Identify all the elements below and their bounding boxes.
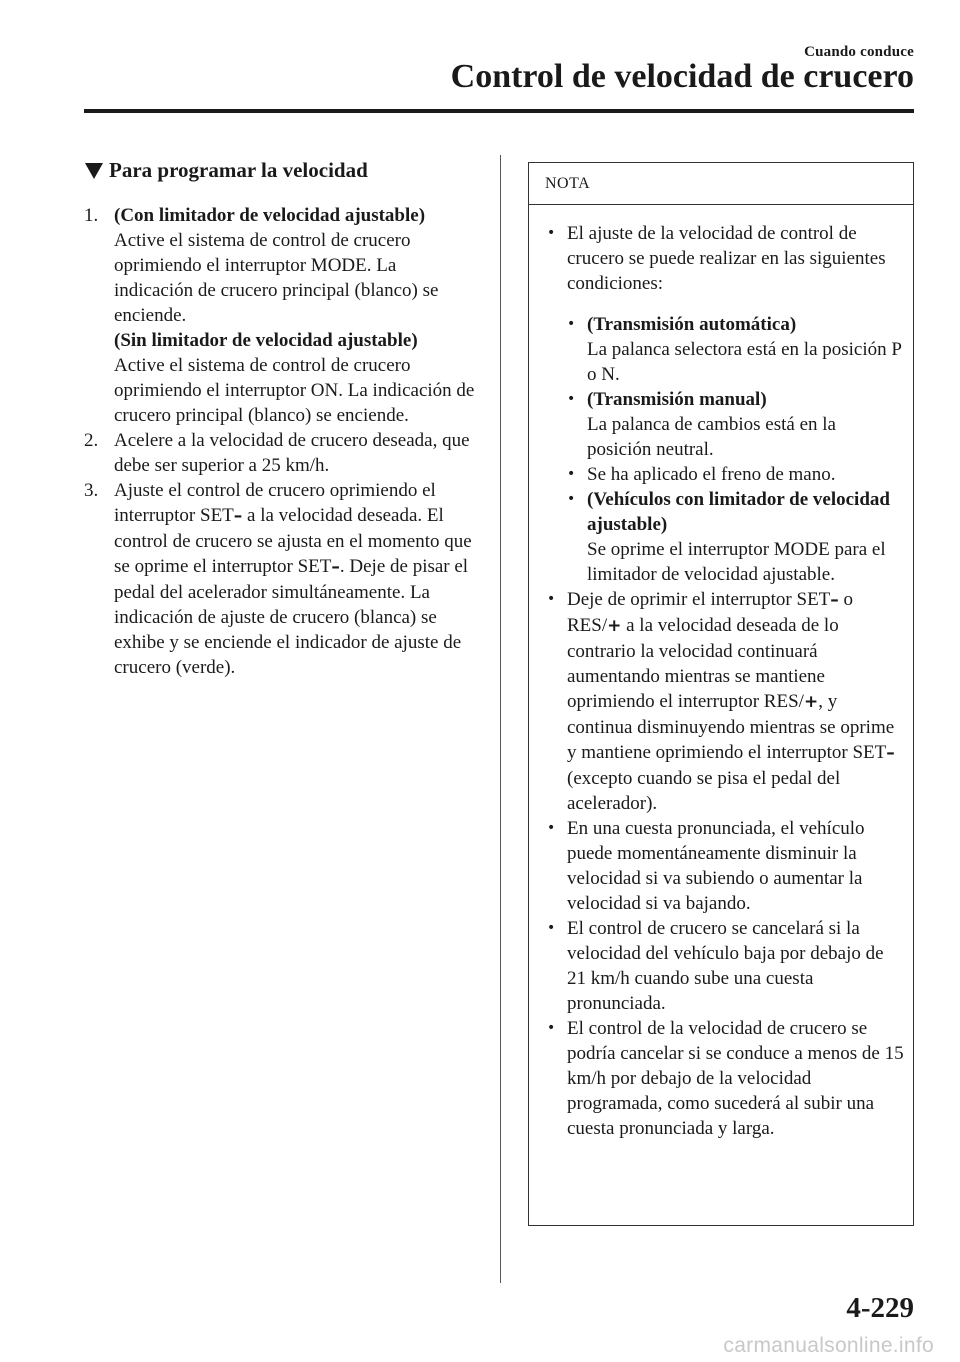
note-title: NOTA bbox=[529, 163, 913, 205]
note-subitem bbox=[567, 462, 905, 487]
step-2 bbox=[84, 428, 476, 478]
bullet-icon: • bbox=[547, 225, 556, 241]
note-subitem-2-heading: (Transmisión manual) bbox=[587, 389, 767, 410]
note-item bbox=[547, 1016, 905, 1141]
note-subitem-2-text: La palanca de cambios está en la posición neutral. bbox=[587, 414, 836, 460]
plus-icon: + bbox=[803, 692, 819, 712]
step-number: 3. bbox=[84, 480, 99, 501]
plus-icon: + bbox=[607, 616, 622, 636]
note-body bbox=[529, 205, 913, 1141]
left-column bbox=[84, 158, 476, 680]
note-item-2-text-e: (excepto cuando se pisa el pedal del acelerador). bbox=[567, 768, 841, 814]
bullet-icon: • bbox=[567, 466, 576, 482]
note-item-2-text-c: a la velocidad deseada de lo contrario la velocidad continuará aumentando mientras se mantiene oprimiendo el interruptor RES/ bbox=[567, 615, 839, 712]
note-subitem bbox=[567, 487, 905, 587]
header-rule bbox=[84, 109, 914, 113]
note-item-1-text: El ajuste de la velocidad de control de crucero se puede realizar en las siguientes condiciones: bbox=[567, 223, 886, 294]
column-divider bbox=[500, 155, 501, 1283]
step-1-heading-a: (Con limitador de velocidad ajustable) bbox=[114, 205, 426, 226]
note-item-2-text-b: o RES/ bbox=[567, 589, 854, 636]
running-header-section: Cuando conduce bbox=[804, 44, 914, 60]
note-item-5-text: El control de la velocidad de crucero se podría cancelar si se conduce a menos de 15 km/h por debajo de la velocidad programada, como sucederá al subir una cuesta pronunciada y larga. bbox=[567, 1018, 904, 1139]
page-number: 4-229 bbox=[846, 1292, 914, 1324]
watermark: carmanualsonline.info bbox=[723, 1334, 934, 1357]
bullet-icon: • bbox=[547, 920, 556, 936]
note-subitem-1-text: La palanca selectora está en la posición P o N. bbox=[587, 339, 902, 385]
step-3-text-c: . Deje de pisar el pedal del acelerador simultáneamente. La indicación de ajuste de crucero (blanca) se exhibe y se enciende el indicador de ajuste de crucero (verde). bbox=[114, 556, 469, 678]
note-item bbox=[547, 221, 905, 296]
minus-icon: – bbox=[331, 557, 340, 577]
note-subitem-4-text: Se oprime el interruptor MODE para el limitador de velocidad ajustable. bbox=[587, 539, 886, 585]
section-heading bbox=[84, 158, 476, 183]
note-subitem bbox=[567, 312, 905, 387]
minus-icon: – bbox=[830, 590, 839, 610]
bullet-icon: • bbox=[547, 820, 556, 836]
bullet-icon: • bbox=[547, 1020, 556, 1036]
note-box bbox=[528, 162, 914, 1226]
step-1-text-b: Active el sistema de control de crucero oprimiendo el interruptor ON. La indicación de crucero principal (blanco) se enciende. bbox=[114, 355, 475, 426]
step-2-text: Acelere a la velocidad de crucero deseada, que debe ser superior a 25 km/h. bbox=[114, 430, 470, 476]
note-subitem-4-heading: (Vehículos con limitador de velocidad ajustable) bbox=[587, 489, 890, 535]
note-item bbox=[547, 916, 905, 1016]
step-3-text-a: Ajuste el control de crucero oprimiendo el interruptor SET bbox=[114, 480, 436, 526]
note-subitem-1-heading: (Transmisión automática) bbox=[587, 314, 797, 335]
minus-icon: – bbox=[886, 743, 895, 763]
note-subitem bbox=[567, 387, 905, 462]
note-sublist bbox=[567, 312, 905, 587]
bullet-icon: • bbox=[567, 391, 576, 407]
note-subitem-3-text: Se ha aplicado el freno de mano. bbox=[587, 464, 836, 485]
minus-icon: – bbox=[233, 506, 243, 526]
bullet-icon: • bbox=[547, 591, 556, 607]
step-3-text-b: a la velocidad deseada. El control de crucero se ajusta en el momento que se oprime el interruptor SET bbox=[114, 505, 472, 577]
step-1 bbox=[84, 203, 476, 428]
note-item-2-text-a: Deje de oprimir el interruptor SET bbox=[567, 589, 831, 610]
note-item-2-text-d: , y continua disminuyendo mientras se oprime y mantiene oprimiendo el interruptor SET bbox=[567, 691, 895, 763]
note-item bbox=[547, 587, 905, 816]
running-header-title: Control de velocidad de crucero bbox=[450, 58, 914, 95]
bullet-icon: • bbox=[567, 316, 576, 332]
step-1-heading-b: (Sin limitador de velocidad ajustable) bbox=[114, 330, 418, 351]
bullet-icon: • bbox=[567, 491, 576, 507]
step-1-text-a: Active el sistema de control de crucero oprimiendo el interruptor MODE. La indicación de crucero principal (blanco) se enciende. bbox=[114, 230, 439, 326]
step-number: 2. bbox=[84, 430, 99, 451]
step-number: 1. bbox=[84, 205, 99, 226]
note-item bbox=[547, 816, 905, 916]
section-heading-text: Para programar la velocidad bbox=[109, 158, 368, 182]
triangle-down-icon bbox=[85, 163, 103, 179]
note-item-4-text: El control de crucero se cancelará si la velocidad del vehículo baja por debajo de 21 km/h cuando sube una cuesta pronunciada. bbox=[567, 918, 884, 1014]
note-item-3-text: En una cuesta pronunciada, el vehículo puede momentáneamente disminuir la velocidad si va subiendo o aumentar la velocidad si va bajando. bbox=[567, 818, 865, 914]
step-3-text bbox=[114, 478, 476, 680]
step-3 bbox=[84, 478, 476, 680]
